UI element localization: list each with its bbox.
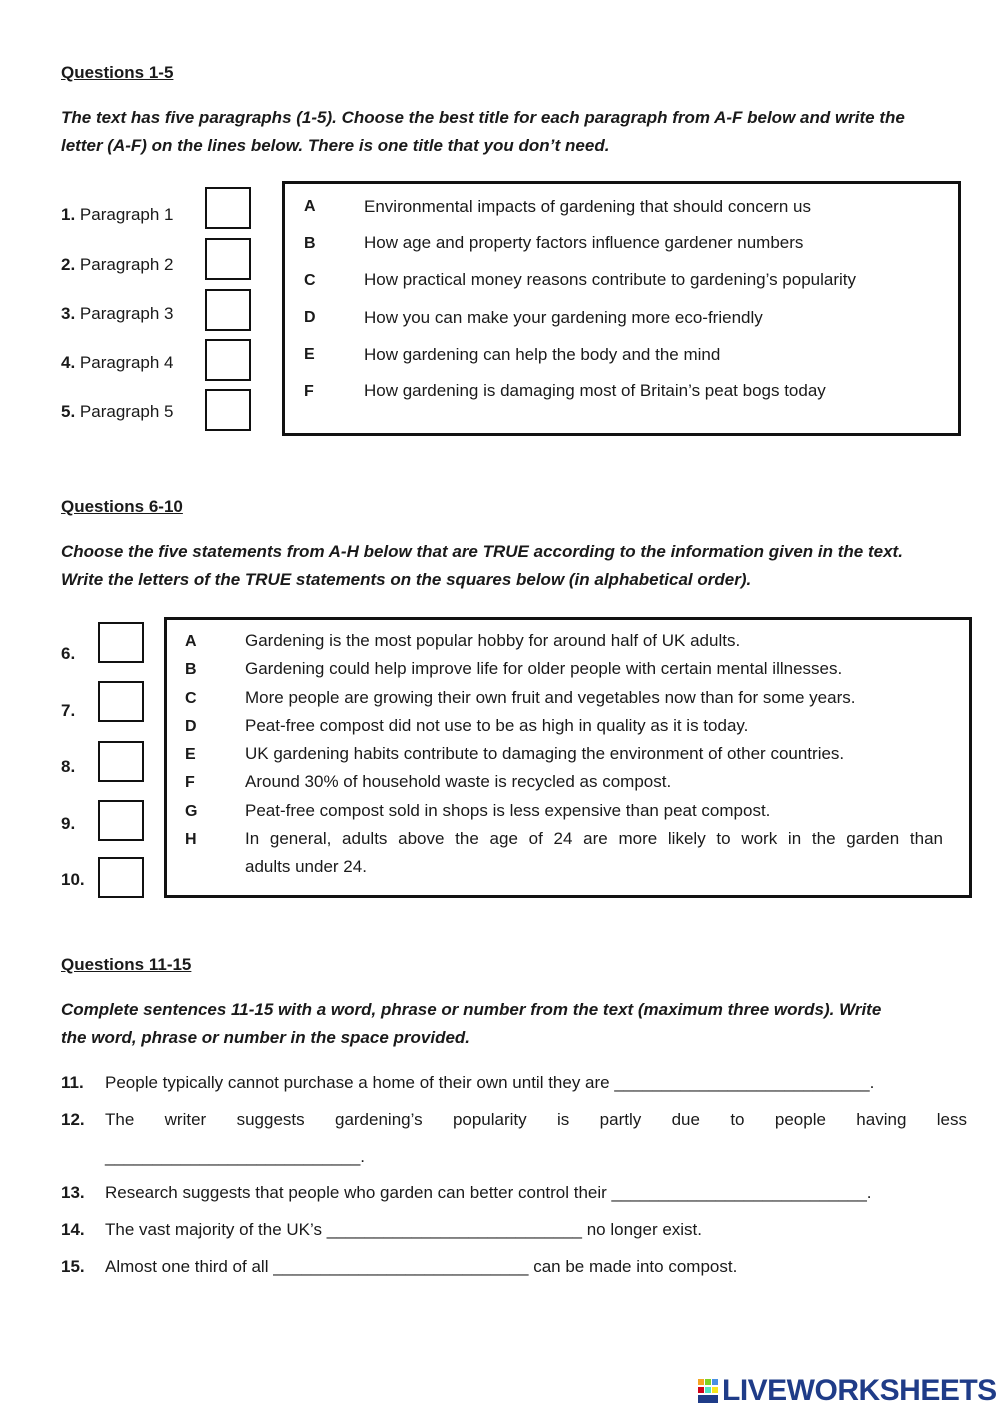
answer-box-9[interactable]: [98, 800, 144, 841]
statement-letter: F: [185, 774, 195, 791]
answer-box-6[interactable]: [98, 622, 144, 663]
option-letter: C: [304, 272, 316, 289]
instruction-line: The text has five paragraphs (1-5). Choose the best title for each paragraph from A-F below and write the: [61, 108, 905, 127]
option-text: How gardening is damaging most of Britain’s peat bogs today: [364, 381, 826, 400]
option-letter: A: [304, 198, 316, 215]
statement-number-7: 7.: [61, 701, 76, 720]
statement-letter: G: [185, 803, 198, 820]
option-text: How you can make your gardening more eco-friendly: [364, 308, 763, 327]
answer-box-4[interactable]: [205, 339, 251, 381]
section3-heading: Questions 11-15: [61, 955, 192, 974]
statement-number-6: 6.: [61, 644, 76, 663]
statement-text: Around 30% of household waste is recycled as compost.: [245, 772, 672, 791]
liveworksheets-logo: [697, 1374, 997, 1408]
question-14-text: The vast majority of the UK’s ___________________________ no longer exist.: [105, 1220, 703, 1239]
section1-instruction: [61, 104, 905, 160]
option-letter: D: [304, 309, 316, 326]
question-12-text: [105, 1110, 967, 1130]
statement-text: In general, adults above the age of 24 are more likely to work in the garden than: [245, 829, 943, 848]
paragraph-label-5: 5. Paragraph 5: [61, 402, 174, 421]
statement-letter: E: [185, 746, 196, 763]
answer-box-1[interactable]: [205, 187, 251, 229]
statement-text: Gardening could help improve life for older people with certain mental illnesses.: [245, 659, 843, 678]
paragraph-label-3: 3. Paragraph 3: [61, 304, 174, 323]
answer-box-7[interactable]: [98, 681, 144, 722]
word: The: [105, 1110, 135, 1129]
option-letter: E: [304, 346, 315, 363]
statement-text: Peat-free compost did not use to be as high in quality as it is today.: [245, 716, 749, 735]
answer-box-3[interactable]: [205, 289, 251, 331]
statement-letter: A: [185, 633, 197, 650]
word: people: [774, 1110, 826, 1129]
word: popularity: [452, 1110, 527, 1129]
word: partly: [599, 1110, 642, 1129]
question-13-text: Research suggests that people who garden can better control their ___________________________.: [105, 1183, 872, 1202]
word: less: [936, 1110, 967, 1129]
answer-box-5[interactable]: [205, 389, 251, 431]
statement-text: Peat-free compost sold in shops is less expensive than peat compost.: [245, 801, 771, 820]
question-15-text: Almost one third of all ___________________________ can be made into compost.: [105, 1257, 738, 1276]
option-text: Environmental impacts of gardening that should concern us: [364, 197, 811, 216]
word: to: [730, 1110, 745, 1129]
word: is: [557, 1110, 570, 1129]
statement-text: More people are growing their own fruit and vegetables now than for some years.: [245, 688, 856, 707]
answer-box-2[interactable]: [205, 238, 251, 280]
option-letter: F: [304, 383, 314, 400]
word: due: [671, 1110, 700, 1129]
word: writer: [164, 1110, 207, 1129]
instruction-line: letter (A-F) on the lines below. There is one title that you don’t need.: [61, 136, 610, 155]
section1-heading: Questions 1-5: [61, 63, 174, 82]
instruction-line: the word, phrase or number in the space provided.: [61, 1028, 471, 1047]
section3-instruction: [61, 996, 881, 1052]
question-number-13: 13.: [61, 1183, 85, 1202]
statement-number-8: 8.: [61, 757, 76, 776]
word: having: [856, 1110, 907, 1129]
option-text: How age and property factors influence gardener numbers: [364, 233, 804, 252]
answer-box-10[interactable]: [98, 857, 144, 898]
instruction-line: Write the letters of the TRUE statements on the squares below (in alphabetical order).: [61, 570, 752, 589]
question-11-text: People typically cannot purchase a home of their own until they are ___________________________.: [105, 1073, 875, 1092]
instruction-line: Choose the five statements from A-H below that are TRUE according to the information given in the text.: [61, 542, 903, 561]
paragraph-label-4: 4. Paragraph 4: [61, 353, 174, 372]
word: suggests: [236, 1110, 305, 1129]
question-number-15: 15.: [61, 1257, 85, 1276]
word: gardening’s: [334, 1110, 423, 1129]
statement-text: UK gardening habits contribute to damaging the environment of other countries.: [245, 744, 845, 763]
statement-text: Gardening is the most popular hobby for around half of UK adults.: [245, 631, 741, 650]
question-12-blank[interactable]: ___________________________.: [105, 1147, 365, 1166]
question-number-12: 12.: [61, 1110, 85, 1129]
instruction-line: Complete sentences 11-15 with a word, phrase or number from the text (maximum three words). Write: [61, 1000, 882, 1019]
paragraph-label-1: 1. Paragraph 1: [61, 205, 174, 224]
section2-instruction: [61, 538, 903, 594]
question-number-11: 11.: [61, 1073, 84, 1092]
question-number-14: 14.: [61, 1220, 85, 1239]
section2-heading: Questions 6-10: [61, 497, 183, 516]
statement-letter: B: [185, 661, 197, 678]
statement-letter: D: [185, 718, 197, 735]
answer-box-8[interactable]: [98, 741, 144, 782]
statement-letter: H: [185, 831, 197, 848]
statement-letter: C: [185, 690, 197, 707]
option-letter: B: [304, 235, 316, 252]
paragraph-label-2: 2. Paragraph 2: [61, 255, 174, 274]
option-text: How practical money reasons contribute to gardening’s popularity: [364, 270, 857, 289]
logo-text: LIVEWORKSHEETS: [722, 1374, 997, 1407]
statement-number-10: 10.: [61, 870, 85, 889]
option-text: How gardening can help the body and the mind: [364, 345, 721, 364]
statement-number-9: 9.: [61, 814, 76, 833]
logo-mark-icon: [697, 1378, 719, 1404]
statement-text-continued: adults under 24.: [245, 857, 367, 876]
